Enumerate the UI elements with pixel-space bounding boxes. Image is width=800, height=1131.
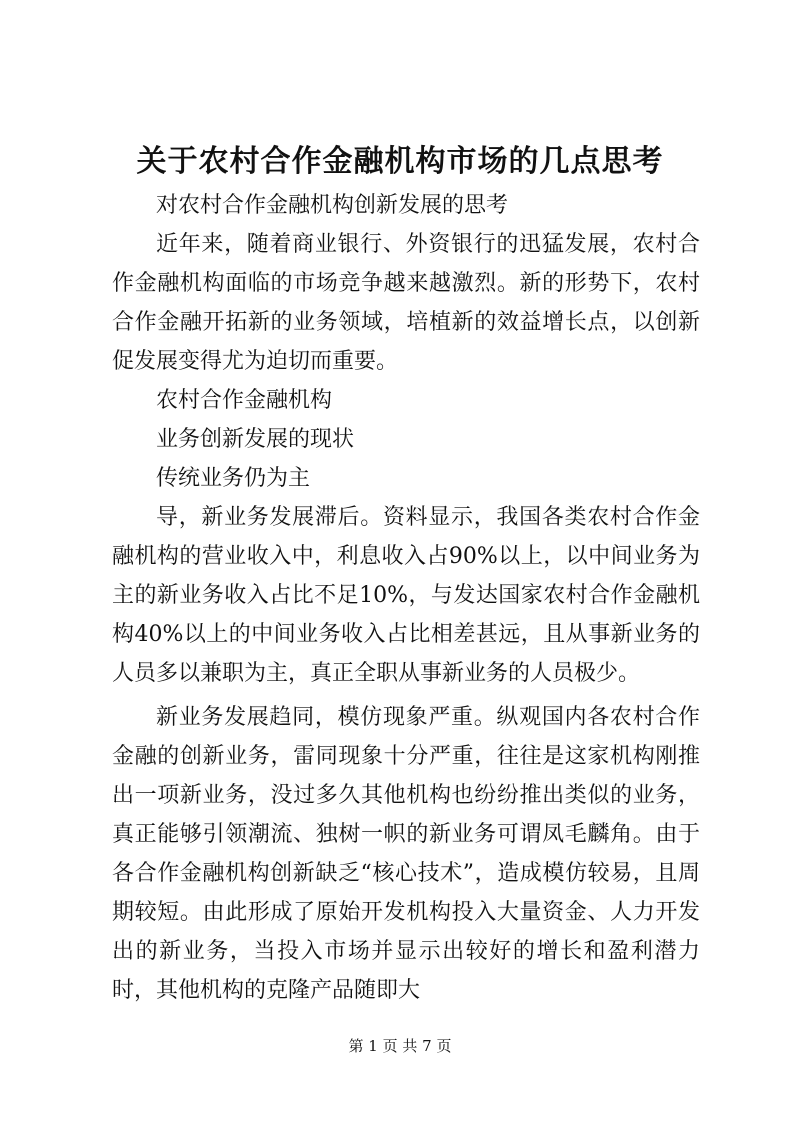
- subtitle-paragraph: 对农村合作金融机构创新发展的思考: [156, 193, 509, 218]
- body-paragraph: 导，新业务发展滞后。资料显示，我国各类农村合作金融机构的营业收入中，利息收入占90%以上，以中间业务为主的新业务收入占比不足10%，与发达国家农村合作金融机构40%以上的中间业务收入占比相差甚远，且从事新业务的人员多以兼职为主，真正全职从事新业务的人员极少。: [112, 505, 700, 686]
- section-heading: 农村合作金融机构: [156, 388, 333, 413]
- document-title: 关于农村合作金融机构市场的几点思考: [136, 144, 664, 179]
- body-paragraph: 近年来，随着商业银行、外资银行的迅猛发展，农村合作金融机构面临的市场竞争越来越激烈。新的形势下，农村合作金融开拓新的业务领域，培植新的效益增长点，以创新促发展变得尤为迫切而重要。: [112, 232, 700, 374]
- document-body: [112, 186, 700, 1010]
- section-heading: 业务创新发展的现状: [156, 427, 355, 452]
- page-footer: 第 1 页 共 7 页: [348, 1037, 452, 1055]
- body-paragraph: 新业务发展趋同，模仿现象严重。纵观国内各农村合作金融的创新业务，雷同现象十分严重，往往是这家机构刚推出一项新业务，没过多久其他机构也纷纷推出类似的业务，真正能够引领潮流、独树一帜的新业务可谓凤毛麟角。由于各合作金融机构创新缺乏“核心技术”，造成模仿较易，且周期较短。由此形成了原始开发机构投入大量资金、人力开发出的新业务，当投入市场并显示出较好的增长和盈利潜力时，其他机构的克隆产品随即大: [112, 705, 700, 1003]
- section-heading: 传统业务仍为主: [156, 466, 311, 491]
